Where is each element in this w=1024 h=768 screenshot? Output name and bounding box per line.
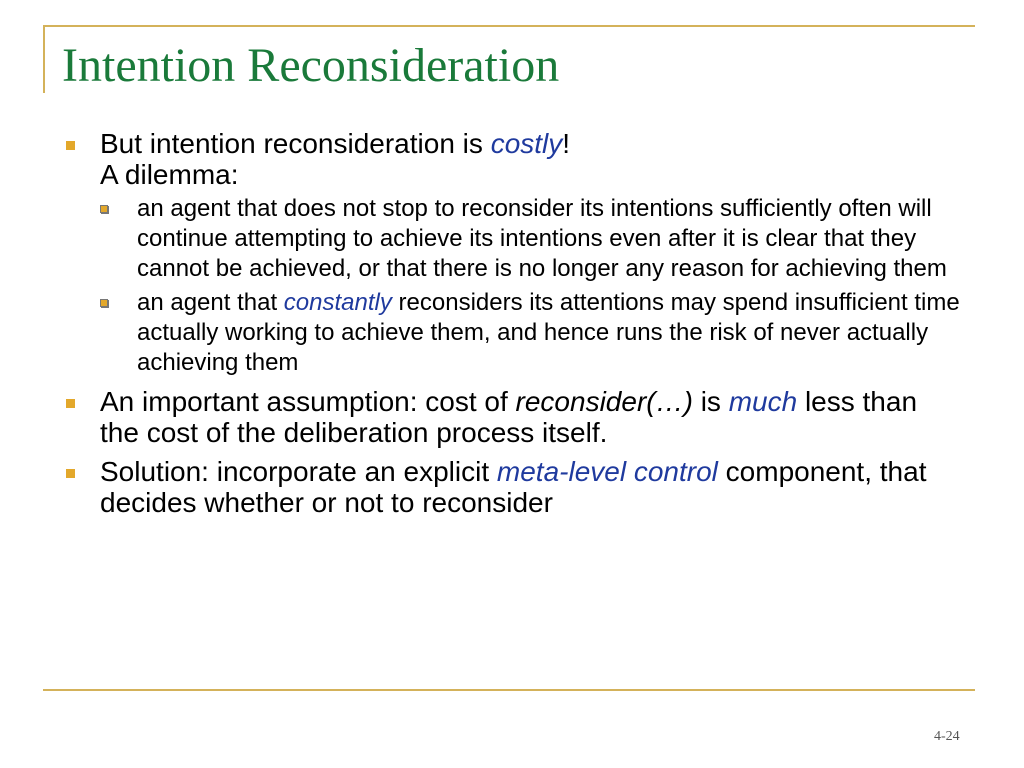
emphasis-costly: costly [490, 128, 563, 159]
sub-bullet-text: an agent that [137, 289, 284, 316]
bullet-costly [62, 128, 962, 378]
frame-bottom-rule [43, 689, 975, 691]
emphasis-meta-level-control: meta-level control [496, 456, 718, 487]
emphasis-much: much [728, 386, 798, 417]
bullet-text: ! [562, 128, 571, 159]
square-bullet-icon [66, 141, 75, 150]
square-bullet-icon [66, 469, 75, 478]
bullet-text: An important assumption: cost of [100, 386, 516, 417]
frame-left-rule [43, 25, 45, 93]
bullet-text: component, that decides whether or not to reconsider [100, 456, 927, 518]
bullet-text: Solution: incorporate an explicit [100, 456, 497, 487]
sub-bullet-text: an agent that does not stop to reconsider its intentions sufficiently often will continue attempting to achieve its intentions even after it is clear that they cannot be achieved, or that there is no longer any reason for achieving them [137, 195, 947, 282]
bullet-text: But intention reconsideration is [100, 128, 491, 159]
hollow-square-bullet-icon [100, 205, 108, 213]
sub-bullet-not-reconsider [100, 194, 962, 284]
slide-body [62, 128, 962, 526]
bullet-text: A dilemma: [100, 159, 239, 190]
sub-bullet-constantly [100, 288, 962, 378]
emphasis-reconsider: reconsider(…) [515, 386, 693, 417]
bullet-assumption [62, 386, 962, 448]
emphasis-constantly: constantly [283, 289, 392, 316]
square-bullet-icon [66, 399, 75, 408]
sub-bullet-text: reconsiders its attentions may spend insufficient time actually working to achieve them, and hence runs the risk of never actually achieving them [137, 289, 960, 376]
bullet-text: less than the cost of the deliberation process itself. [100, 386, 918, 448]
page-number: 4-24 [934, 729, 960, 744]
bullet-solution [62, 456, 962, 518]
frame-top-rule [43, 25, 975, 27]
slide-title: Intention Reconsideration [62, 39, 560, 92]
hollow-square-bullet-icon [100, 299, 108, 307]
bullet-text: is [692, 386, 729, 417]
